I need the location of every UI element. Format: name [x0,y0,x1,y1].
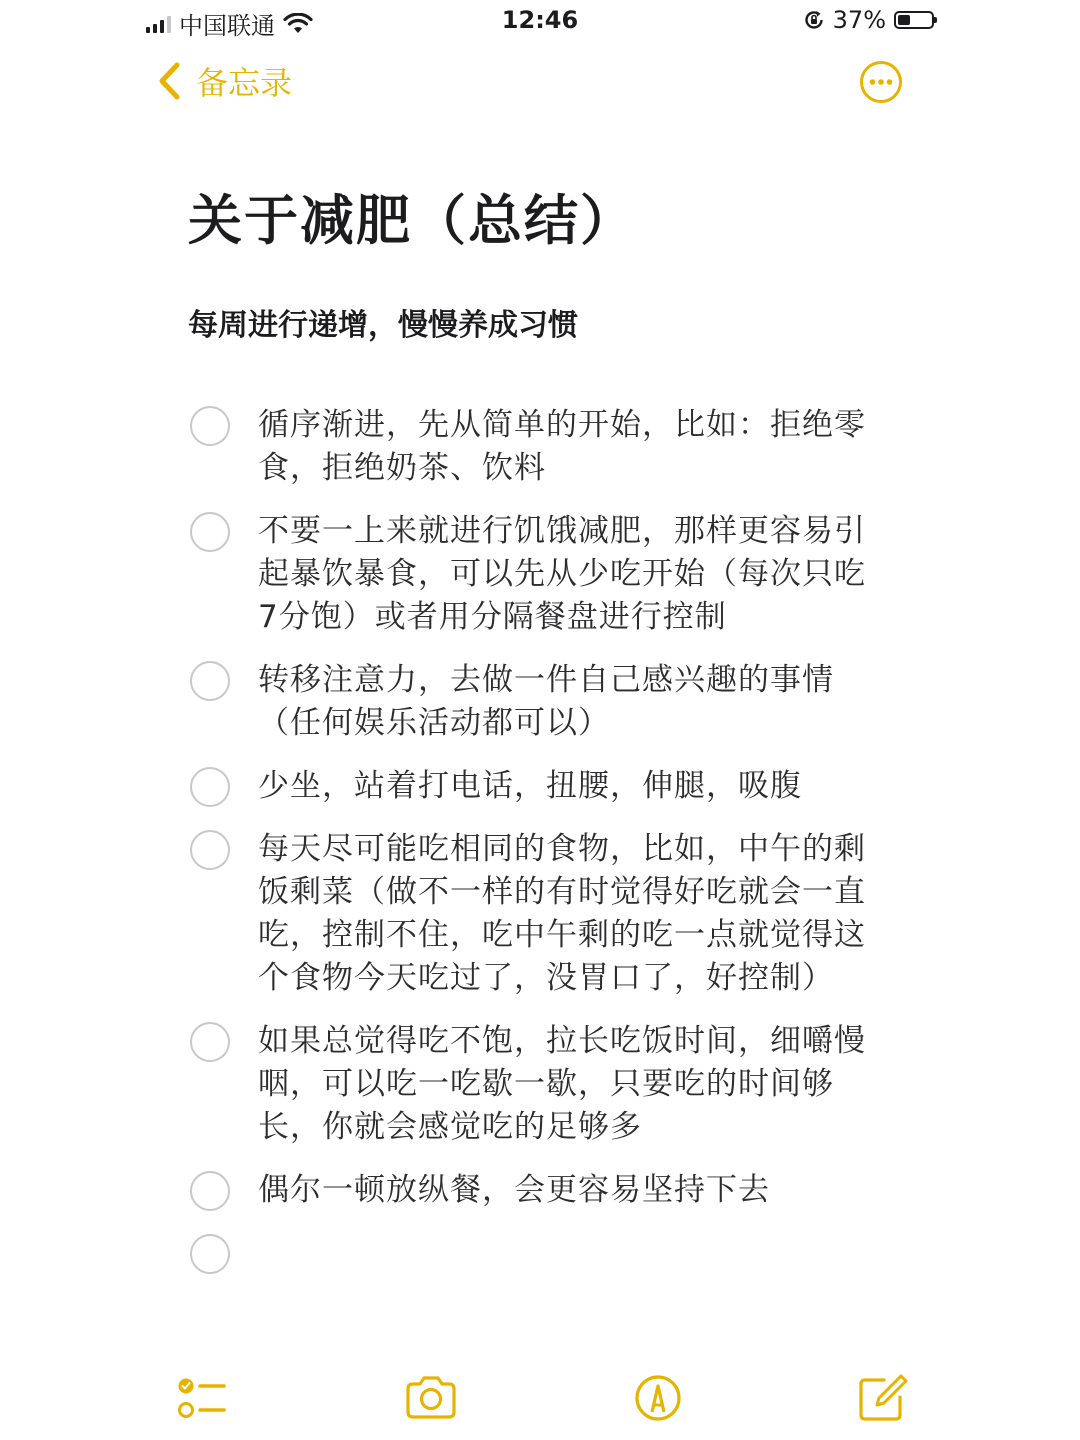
battery-icon [894,11,934,29]
carrier-name: 中国联通 [179,12,275,40]
battery-level [898,15,910,25]
markup-pen-icon [630,1372,686,1424]
note-subtitle[interactable]: 每周进行递增，慢慢养成习惯 [188,308,578,343]
checklist-icon [174,1372,230,1424]
chevron-left-icon [156,61,182,101]
checklist-item [190,659,890,745]
checklist-item-text[interactable]: 循序渐进，先从简单的开始，比如：拒绝零食，拒绝奶茶、饮料 [258,407,866,486]
checklist-item-empty [190,1232,890,1274]
checkbox-circle[interactable] [190,1171,230,1211]
checklist-button[interactable] [174,1372,230,1424]
checklist-item [190,404,890,490]
checklist-item-text[interactable]: 不要一上来就进行饥饿减肥，那样更容易引起暴饮暴食，可以先从少吃开始（每次只吃7分饱）或者用分隔餐盘进行控制 [258,513,866,635]
checklist-item [190,510,890,639]
camera-icon [403,1372,459,1424]
back-button-label: 备忘录 [196,64,293,102]
compose-button[interactable] [854,1372,910,1424]
camera-button[interactable] [403,1372,459,1424]
note-title[interactable]: 关于减肥（总结） [188,189,636,252]
status-bar [0,0,1080,44]
checklist-item-text[interactable]: 每天尽可能吃相同的食物，比如，中午的剩饭剩菜（做不一样的有时觉得好吃就会一直吃，控制不住，吃中午剩的吃一点就觉得这个食物今天吃过了，没胃口了，好控制） [258,831,866,996]
checkbox-circle[interactable] [190,1234,230,1274]
checklist-item-text[interactable]: 转移注意力，去做一件自己感兴趣的事情（任何娱乐活动都可以） [258,662,834,741]
checklist [190,404,890,1294]
ellipsis-circle-icon [859,60,903,104]
checklist-item-text[interactable]: 偶尔一顿放纵餐，会更容易坚持下去 [258,1172,770,1208]
checkbox-circle[interactable] [190,767,230,807]
checkbox-circle[interactable] [190,512,230,552]
checklist-item [190,1020,890,1149]
markup-button[interactable] [630,1372,686,1424]
checklist-item-text[interactable]: 如果总觉得吃不饱，拉长吃饭时间，细嚼慢咽，可以吃一吃歇一歇，只要吃的时间够长，你就会感觉吃的足够多 [258,1023,866,1145]
checklist-item-text[interactable]: 少坐，站着打电话，扭腰，伸腿，吸腹 [258,768,802,804]
checklist-item [190,1169,890,1212]
compose-icon [854,1372,910,1424]
status-time: 12:46 [501,6,579,34]
checklist-item [190,765,890,808]
back-button[interactable] [156,58,292,104]
checkbox-circle[interactable] [190,661,230,701]
checkbox-circle[interactable] [190,1022,230,1062]
checkbox-circle[interactable] [190,830,230,870]
checkbox-circle[interactable] [190,406,230,446]
orientation-lock-icon [803,9,825,31]
status-bar-right [803,6,934,34]
checklist-item [190,828,890,1000]
more-options-button[interactable] [859,60,903,104]
battery-percent: 37% [832,6,886,34]
